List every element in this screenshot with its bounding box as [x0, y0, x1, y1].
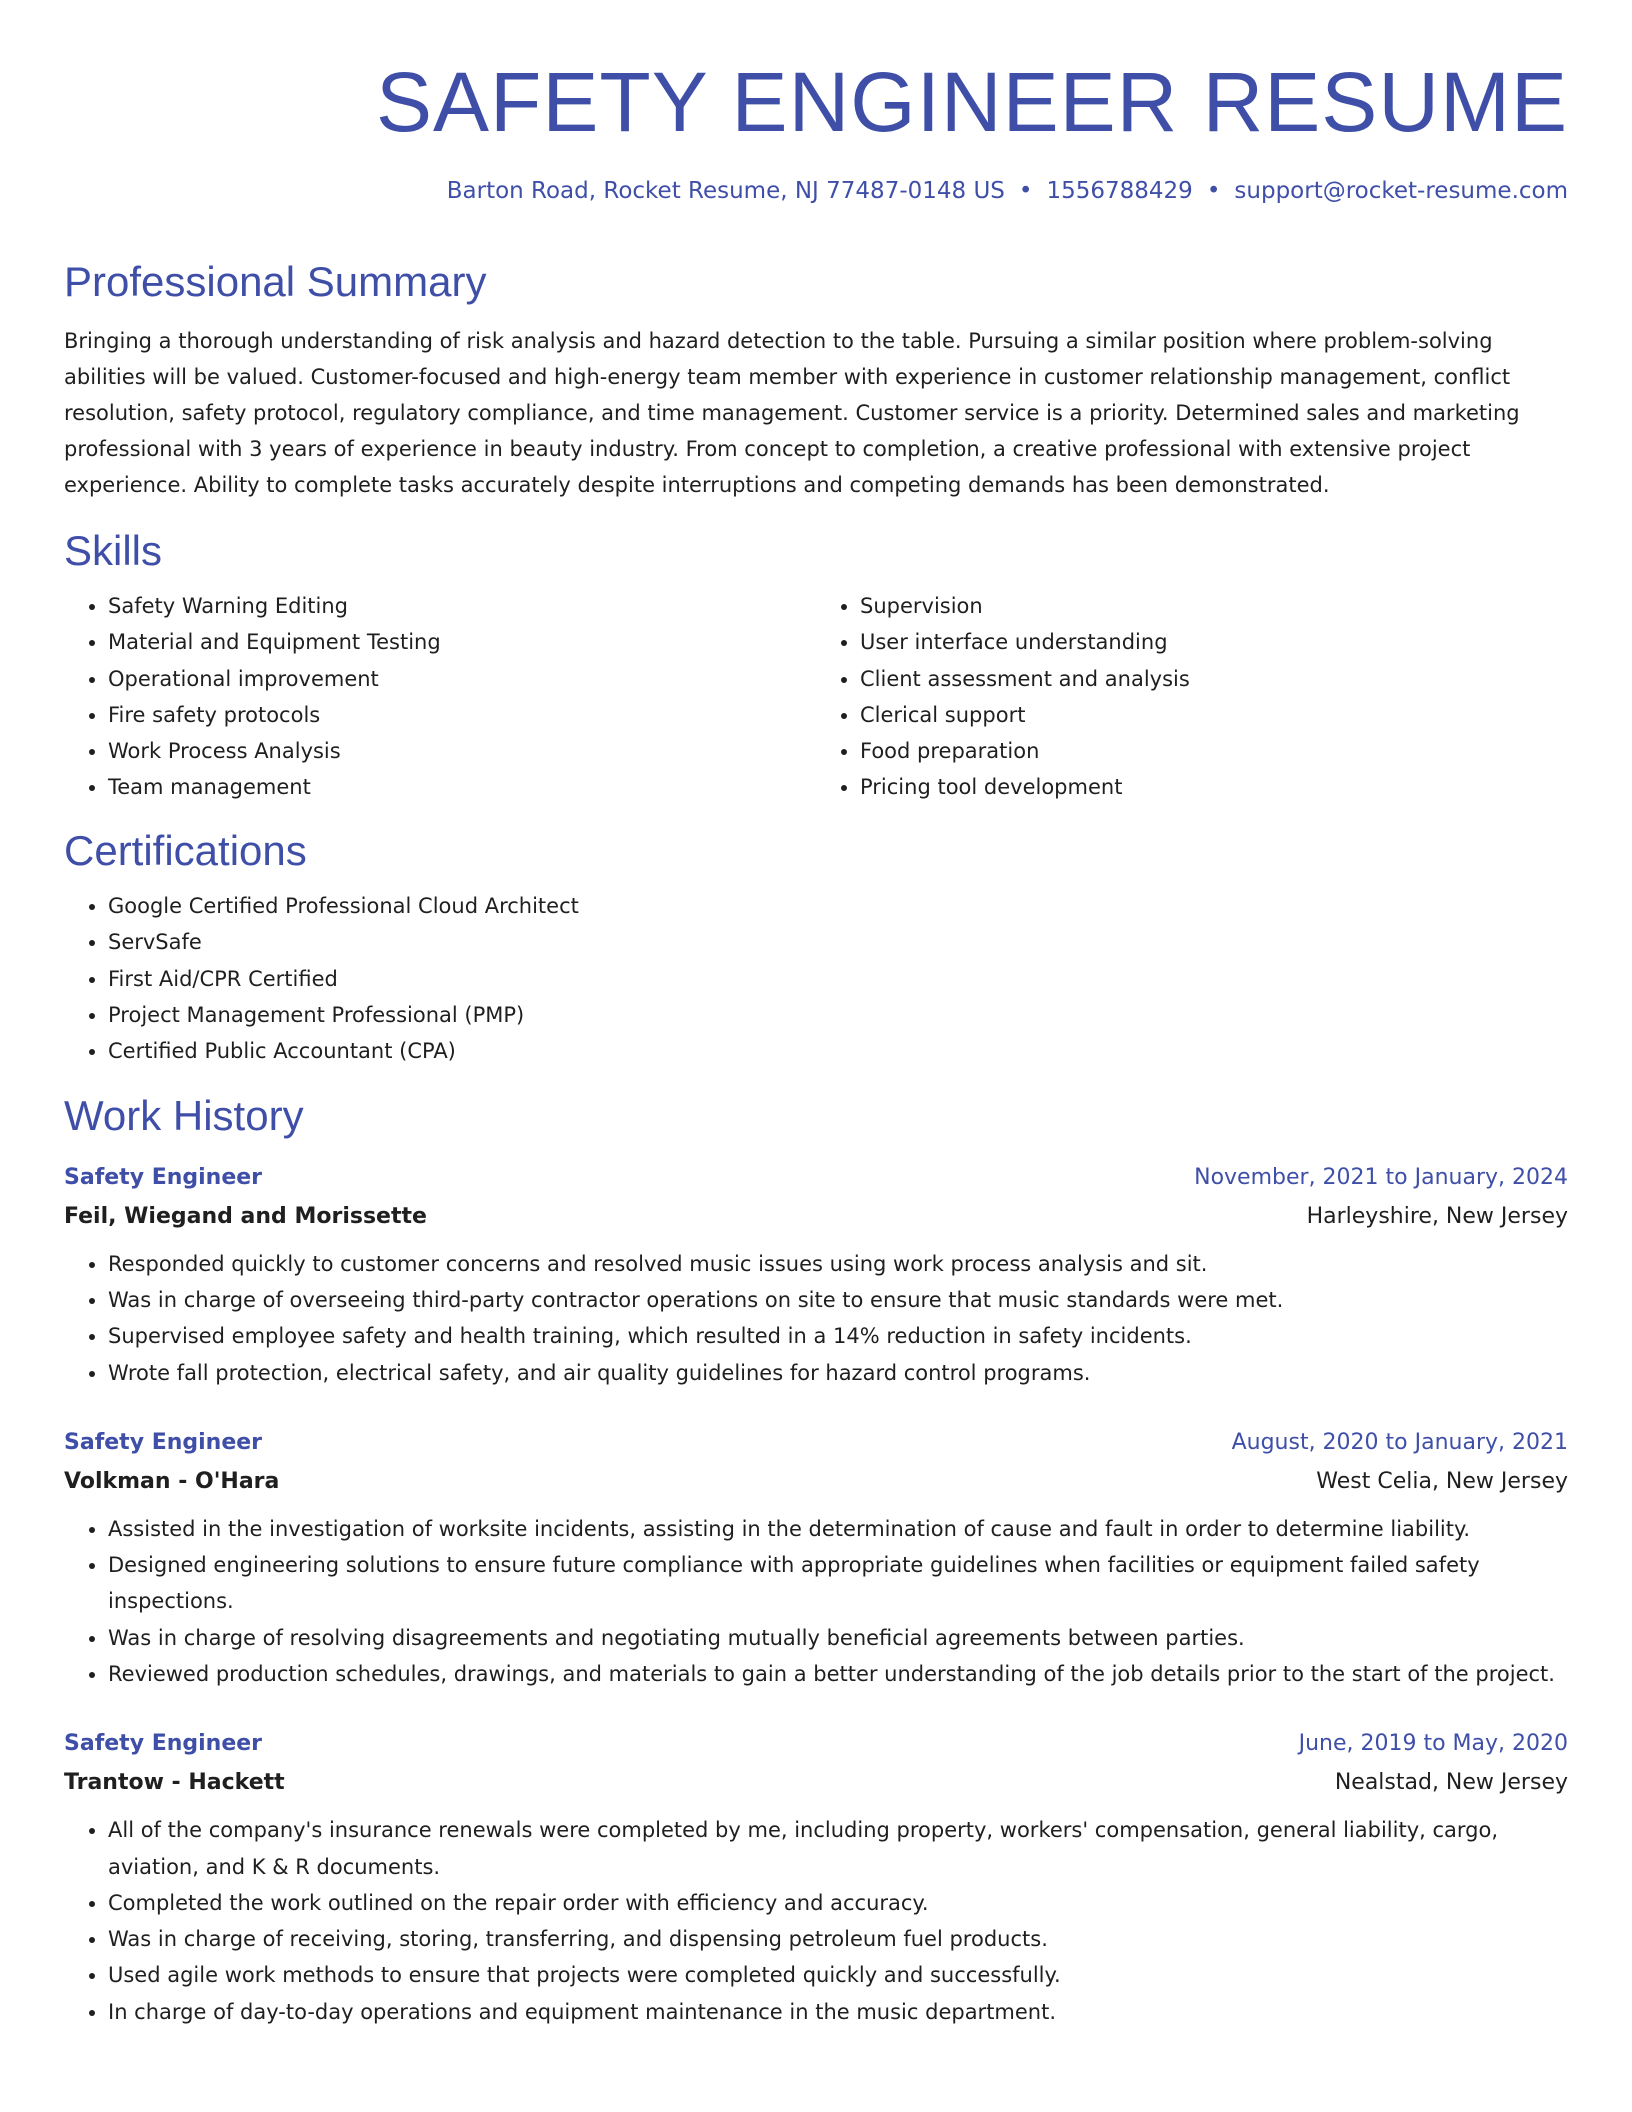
skills-list-left [64, 588, 816, 806]
summary-heading: Professional Summary [64, 257, 487, 305]
skill-item: • Supervision [860, 588, 1568, 624]
job-location: West Celia, New Jersey [1316, 1468, 1568, 1494]
certification-item: • Certified Public Accountant (CPA) [108, 1033, 1568, 1069]
job-company: Volkman - O'Hara [64, 1468, 280, 1494]
certification-item: • Project Management Professional (PMP) [108, 997, 1568, 1033]
contact-separator: • [1206, 178, 1221, 204]
certifications-list [64, 888, 1568, 1069]
skills-list-right [816, 588, 1568, 806]
job-bullet: • Reviewed production schedules, drawings, and materials to gain a better understanding of the job details prior to the start of the project. [108, 1656, 1568, 1692]
contact-separator: • [1018, 178, 1033, 204]
job-title: Safety Engineer [64, 1164, 263, 1190]
job-bullet: • Used agile work methods to ensure that projects were completed quickly and successfully. [108, 1957, 1568, 1993]
work-history-heading: Work History [64, 1092, 304, 1140]
contact-line [64, 178, 1568, 206]
job-title: Safety Engineer [64, 1429, 263, 1455]
contact-phone: 1556788429 [1046, 178, 1193, 204]
job-bullet: • Assisted in the investigation of worksite incidents, assisting in the determination of cause and fault in order to determine liability. [108, 1511, 1568, 1547]
skill-item: • Operational improvement [108, 661, 816, 697]
skill-item: • Food preparation [860, 733, 1568, 769]
job-subheader [64, 1763, 1568, 1802]
job-bullet: • Completed the work outlined on the repair order with efficiency and accuracy. [108, 1885, 1568, 1921]
job-bullet: • All of the company's insurance renewals were completed by me, including property, workers' compensation, general liability, cargo, aviation, and K & R documents. [108, 1812, 1568, 1885]
skills-heading: Skills [64, 526, 163, 574]
job-bullet: • Responded quickly to customer concerns and resolved music issues using work process analysis and sit. [108, 1246, 1568, 1282]
certification-item: • Google Certified Professional Cloud Architect [108, 888, 1568, 924]
job-company: Feil, Wiegand and Morissette [64, 1203, 427, 1229]
job-bullets [64, 1246, 1568, 1391]
skill-item: • Fire safety protocols [108, 697, 816, 733]
skill-item: • Work Process Analysis [108, 733, 816, 769]
job-bullet: • Wrote fall protection, electrical safety, and air quality guidelines for hazard control programs. [108, 1355, 1568, 1391]
job-company: Trantow - Hackett [64, 1770, 285, 1796]
job-header [64, 1724, 1568, 1763]
work-history-section [64, 1093, 1568, 2030]
skill-item: • Safety Warning Editing [108, 588, 816, 624]
skills-columns [64, 588, 1568, 806]
job-dates: June, 2019 to May, 2020 [1298, 1731, 1568, 1757]
job-location: Harleyshire, New Jersey [1306, 1203, 1568, 1229]
certification-item: • ServSafe [108, 924, 1568, 960]
resume-title: SAFETY ENGINEER RESUME [375, 55, 1568, 149]
job-entry [64, 1158, 1568, 1391]
job-title: Safety Engineer [64, 1731, 263, 1757]
skills-section [64, 528, 1568, 806]
job-bullets [64, 1511, 1568, 1692]
skill-item: • User interface understanding [860, 624, 1568, 660]
job-location: Nealstad, New Jersey [1334, 1770, 1568, 1796]
skill-item: • Client assessment and analysis [860, 661, 1568, 697]
certifications-heading: Certifications [64, 826, 307, 874]
skill-item: • Pricing tool development [860, 769, 1568, 805]
summary-text: Bringing a thorough understanding of risk analysis and hazard detection to the table. Pursuing a similar position where problem-solving abilities will be valued. Customer-focused and high-energy team member with experience in customer relationship management, conflict resolution, safety protocol, regulatory compliance, and time management. Customer service is a priority. Determined sales and marketing professional with 3 years of experience in beauty industry. From concept to completion, a creative professional with extensive project experience. Ability to complete tasks accurately despite interruptions and competing demands has been demonstrated. [64, 328, 1520, 497]
certifications-section [64, 828, 1568, 1070]
skill-item: • Material and Equipment Testing [108, 624, 816, 660]
job-bullet: • In charge of day-to-day operations and equipment maintenance in the music department. [108, 1994, 1568, 2030]
job-bullet: • Was in charge of receiving, storing, transferring, and dispensing petroleum fuel products. [108, 1921, 1568, 1957]
job-subheader [64, 1462, 1568, 1501]
job-subheader [64, 1197, 1568, 1236]
job-bullets [64, 1812, 1568, 2030]
job-header [64, 1158, 1568, 1197]
job-bullet: • Supervised employee safety and health training, which resulted in a 14% reduction in safety incidents. [108, 1318, 1568, 1354]
job-entry [64, 1724, 1568, 2030]
resume-page [64, 0, 1568, 2030]
skill-item: • Clerical support [860, 697, 1568, 733]
job-dates: November, 2021 to January, 2024 [1194, 1164, 1568, 1190]
contact-address: Barton Road, Rocket Resume, NJ 77487-0148 US [446, 178, 1005, 204]
skill-item: • Team management [108, 769, 816, 805]
job-bullet: • Designed engineering solutions to ensure future compliance with appropriate guidelines when facilities or equipment failed safety inspections. [108, 1547, 1568, 1620]
job-bullet: • Was in charge of resolving disagreements and negotiating mutually beneficial agreements between parties. [108, 1620, 1568, 1656]
certification-item: • First Aid/CPR Certified [108, 961, 1568, 997]
contact-email[interactable]: support@rocket-resume.com [1234, 178, 1568, 204]
job-bullet: • Was in charge of overseeing third-party contractor operations on site to ensure that music standards were met. [108, 1282, 1568, 1318]
summary-section [64, 259, 1568, 503]
job-entry [64, 1423, 1568, 1692]
job-header [64, 1423, 1568, 1462]
job-dates: August, 2020 to January, 2021 [1231, 1429, 1568, 1455]
